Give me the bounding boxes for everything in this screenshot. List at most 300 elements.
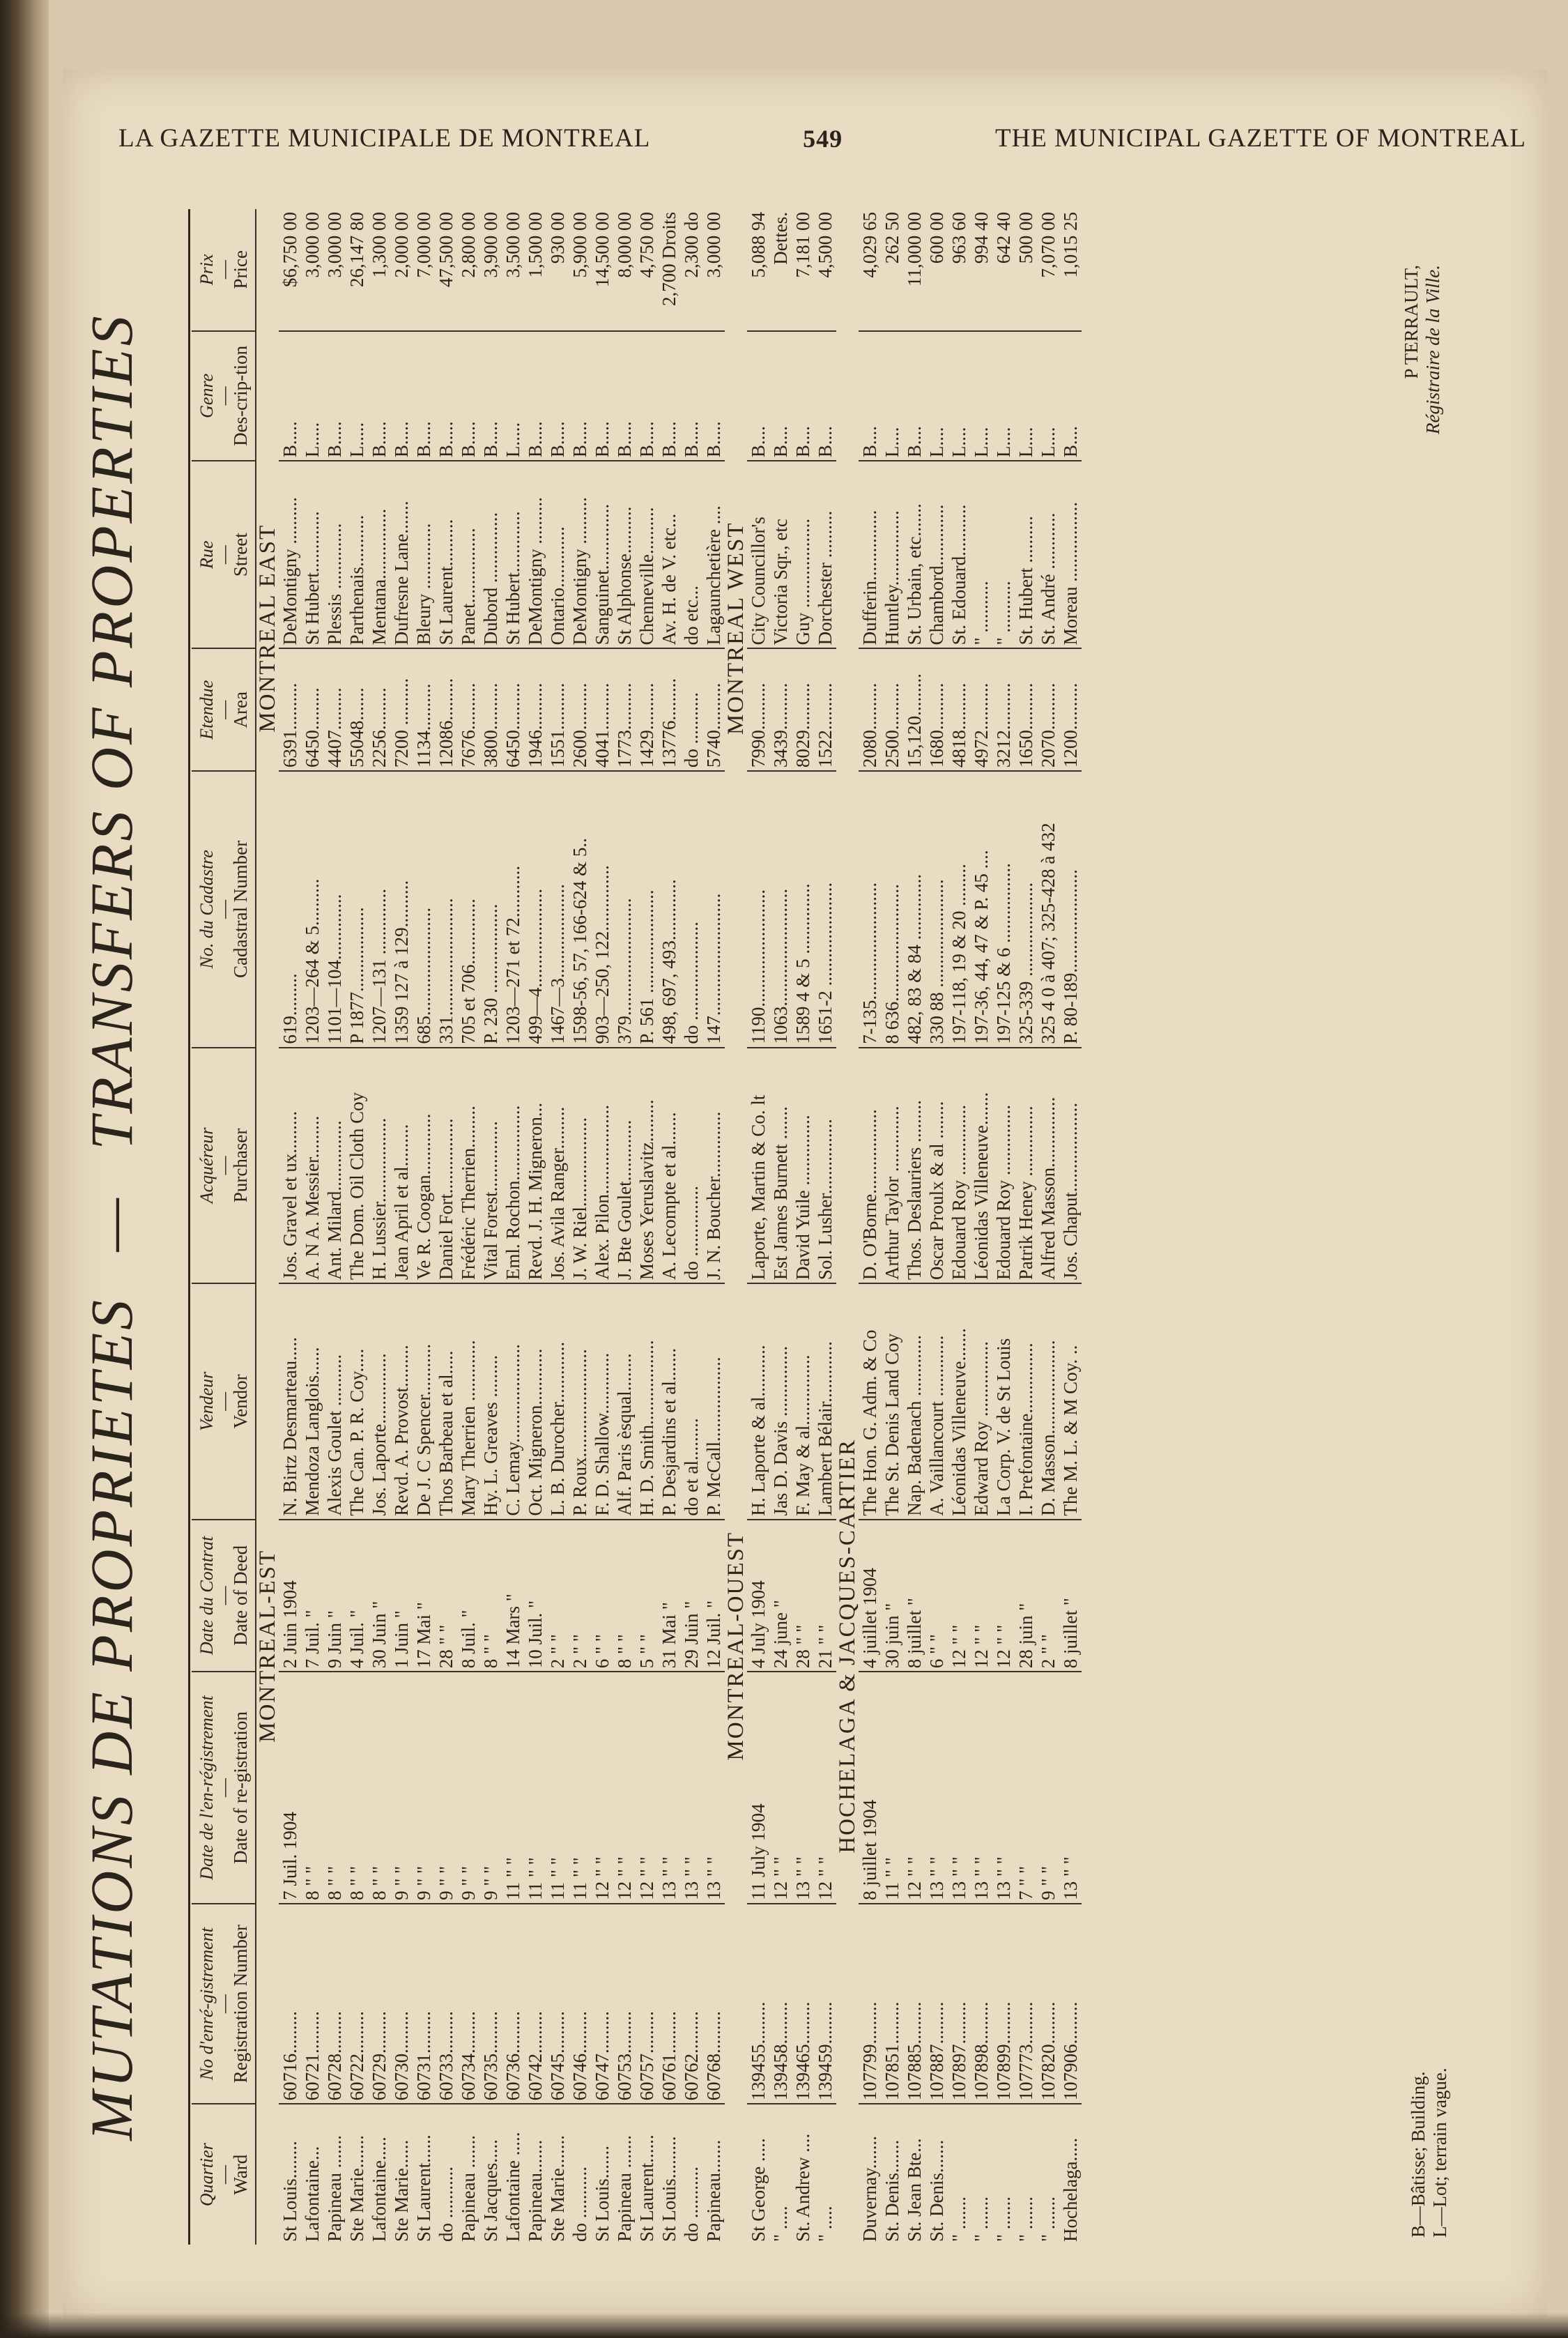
- table-cell: " .......: [970, 2104, 992, 2245]
- table-cell: 2 Juin 1904: [279, 1520, 301, 1672]
- column-header-english: Vendor: [230, 1374, 251, 1429]
- table-cell: 1203—271 et 72...........: [502, 771, 524, 1048]
- table-cell: 12 " ": [613, 1672, 636, 1904]
- table-cell: 4,500 00: [815, 212, 836, 278]
- table-cell: Papineau .......: [613, 2104, 636, 2245]
- table-cell: 7200 ..........: [390, 648, 413, 771]
- legend: [1408, 2068, 1451, 2238]
- column-header-english: Cadastral Number: [230, 840, 251, 978]
- table-cell: 6450.........: [301, 648, 323, 771]
- section-title-english: MONTREAL EAST: [255, 524, 280, 733]
- column-header-english: Registration Number: [230, 1924, 251, 2084]
- table-cell: B.....: [636, 331, 658, 461]
- table-cell: B.....: [569, 331, 591, 461]
- table-cell: L....: [925, 331, 948, 461]
- table-cell: 994 40: [971, 212, 992, 264]
- column-header: [192, 2104, 256, 2245]
- table-cell: do .....................: [680, 771, 702, 1048]
- table-cell: 4 juillet 1904: [859, 1520, 881, 1672]
- table-row: [992, 209, 1015, 2245]
- table-cell: 107897.........: [948, 1904, 970, 2104]
- table-cell: P. Roux.......................: [569, 1283, 591, 1519]
- table-footer: [1401, 209, 1477, 2245]
- table-cell: 1207—131 ..............: [368, 771, 390, 1048]
- table-cell: 330 88 .......................: [925, 771, 948, 1048]
- table-cell: 13 " ": [702, 1672, 725, 1904]
- table-cell: 379.........................: [613, 771, 636, 1048]
- column-header-dash: —: [213, 700, 234, 719]
- table-cell: C. Lemay.....................: [502, 1283, 524, 1519]
- table-cell: " ...........: [970, 461, 992, 648]
- table-cell: 12086.........: [435, 648, 457, 771]
- table-cell: Eml. Rochon................: [502, 1048, 524, 1283]
- table-cell: 60729.........: [368, 1904, 390, 2104]
- table-cell: Duvernay.......: [859, 2104, 881, 2245]
- table-cell: " .......: [948, 2104, 970, 2245]
- table-cell: 8 " ": [323, 1672, 346, 1904]
- table-cell: 3,000 00: [324, 212, 345, 278]
- table-cell: J. N. Boucher..............: [702, 1048, 725, 1283]
- table-cell: 1680..........: [925, 648, 948, 771]
- table-cell: Lagaunchetière ....: [702, 461, 725, 648]
- table-cell: 705 et 706..............: [457, 771, 479, 1048]
- table-cell: Alf. Paris èsqual........: [613, 1283, 636, 1519]
- table-row: [479, 209, 502, 2245]
- table-cell: 197-125 & 6 .................: [992, 771, 1015, 1048]
- table-cell: 60762.........: [680, 1904, 702, 2104]
- table-cell: Ste Marie.......: [346, 2104, 368, 2245]
- table-cell: St. Denis.......: [881, 2104, 903, 2245]
- table-row: [814, 209, 836, 2245]
- table-cell: 8 " ": [301, 1672, 323, 1904]
- table-cell: City Councillor's: [747, 461, 769, 648]
- table-cell: 6391..........: [279, 648, 301, 771]
- table-cell: B.....: [390, 331, 413, 461]
- table-cell: 12 " ": [769, 1672, 792, 1904]
- table-cell: Ve R. Coogan.............: [413, 1048, 435, 1283]
- column-header-english: Purchaser: [230, 1128, 251, 1203]
- table-cell: 9 " ": [479, 1672, 502, 1904]
- table-cell: 12 " ": [992, 1520, 1015, 1672]
- table-cell: Est James Burnett .......: [769, 1048, 792, 1283]
- table-cell: 7-135.........................: [859, 771, 881, 1048]
- table-cell: 642 40: [993, 212, 1014, 264]
- table-cell: 4041..........: [591, 648, 613, 771]
- table-cell: Lafontaine .....: [502, 2104, 524, 2245]
- title-english: TRANSFERS OF PROPERTIES: [78, 313, 145, 1150]
- table-row: [368, 209, 390, 2245]
- table-cell: B.....: [591, 331, 613, 461]
- table-cell: Edouard Roy ...............: [992, 1048, 1015, 1283]
- table-cell: F. D. Shallow.............: [591, 1283, 613, 1519]
- table-cell: 1773..........: [613, 648, 636, 771]
- table-cell: Dufresne Lane.......: [390, 461, 413, 648]
- table-cell: 24 june ": [769, 1520, 792, 1672]
- table-cell: 12 " ": [903, 1672, 925, 1904]
- header-french-title: LA GAZETTE MUNICIPALE DE MONTREAL: [118, 124, 651, 153]
- table-row: [613, 209, 636, 2245]
- table-row: [881, 209, 903, 2245]
- table-cell: " ...........: [992, 461, 1015, 648]
- column-header-french: Acquéreur: [197, 1127, 217, 1204]
- table-row: [435, 209, 457, 2245]
- table-cell: Mentana...............: [368, 461, 390, 648]
- table-cell: B....: [792, 331, 814, 461]
- table-cell: B.....: [680, 331, 702, 461]
- table-cell: P. McCall..................: [702, 1283, 725, 1519]
- table-cell: Papineau.......: [524, 2104, 546, 2245]
- table-cell: 30 juin ": [881, 1520, 903, 1672]
- table-cell: 2,700 Droits: [659, 212, 679, 306]
- column-header: [192, 209, 256, 331]
- table-cell: L....: [881, 331, 903, 461]
- table-cell: St Louis.........: [658, 2104, 680, 2245]
- table-cell: 7 " ": [1015, 1672, 1037, 1904]
- table-cell: 13 " ": [658, 1672, 680, 1904]
- table-cell: 7,181 00: [792, 212, 813, 278]
- table-cell: St Louis.......: [591, 2104, 613, 2245]
- table-cell: 60768.........: [702, 1904, 725, 2104]
- table-cell: do ...........: [569, 2104, 591, 2245]
- table-cell: A. Lecompte et al.......: [658, 1048, 680, 1283]
- table-cell: do ...........: [435, 2104, 457, 2245]
- table-cell: 107773.........: [1015, 1904, 1037, 2104]
- table-cell: J. Bte Goulet.............: [613, 1048, 636, 1283]
- table-cell: 26,147 80: [346, 212, 367, 287]
- table-cell: 29 Juin ": [680, 1520, 702, 1672]
- table-cell: B.....: [524, 331, 546, 461]
- table-cell: I. Prefontaine...............: [1015, 1283, 1037, 1519]
- table-row: [457, 209, 479, 2245]
- table-cell: 4407.........: [323, 648, 346, 771]
- column-header-french: Date du Contrat: [197, 1536, 217, 1656]
- table-row: [970, 209, 992, 2245]
- table-cell: 600 00: [926, 212, 947, 264]
- table-cell: 13 " ": [680, 1672, 702, 1904]
- table-cell: 107820.........: [1037, 1904, 1059, 2104]
- table-cell: L.....: [346, 331, 368, 461]
- table-cell: 1063.........................: [769, 771, 792, 1048]
- table-cell: 60746.........: [569, 1904, 591, 2104]
- table-cell: B.....: [279, 331, 301, 461]
- table-row: [636, 209, 658, 2245]
- table-cell: Dettes.: [770, 212, 791, 265]
- table-cell: St Laurent..........: [435, 461, 457, 648]
- table-cell: Léonidas Villeneuve.......: [970, 1048, 992, 1283]
- table-cell: 60731.........: [413, 1904, 435, 2104]
- table-cell: 7,000 00: [413, 212, 434, 278]
- table-cell: 2500..........: [881, 648, 903, 771]
- table-cell: 8 " ": [368, 1672, 390, 1904]
- table-cell: 60757.........: [636, 1904, 658, 2104]
- section-title-english: MONTREAL WEST: [723, 521, 748, 735]
- table-cell: Thos Barbeau et al.....: [435, 1283, 457, 1519]
- table-cell: B....: [747, 331, 769, 461]
- table-cell: 500 00: [1015, 212, 1036, 264]
- table-cell: 60747.........: [591, 1904, 613, 2104]
- table-cell: L.....: [502, 331, 524, 461]
- section-title-french: MONTREAL-OUEST: [723, 1531, 748, 1761]
- table-cell: B.....: [368, 331, 390, 461]
- table-cell: 12 " ": [948, 1520, 970, 1672]
- table-cell: 3,900 00: [480, 212, 501, 278]
- table-cell: 15,120.........: [903, 648, 925, 771]
- table-cell: H. Laporte & al...........: [747, 1283, 769, 1519]
- table-cell: DeMontigny ..........: [279, 461, 301, 648]
- running-header: [118, 98, 1526, 153]
- table-row: [524, 209, 546, 2245]
- table-cell: 107906.........: [1059, 1904, 1082, 2104]
- table-cell: 107898.........: [970, 1904, 992, 2104]
- table-row: [390, 209, 413, 2245]
- table-cell: 11 " ": [569, 1672, 591, 1904]
- table-cell: Chambord.............: [925, 461, 948, 648]
- table-cell: do et al.........: [680, 1283, 702, 1519]
- table-cell: 1200..........: [1059, 648, 1082, 771]
- table-cell: 10 Juil. ": [524, 1520, 546, 1672]
- table-cell: 5,088 94: [748, 212, 769, 278]
- table-cell: 11 " ": [502, 1672, 524, 1904]
- table-cell: 60721.........: [301, 1904, 323, 2104]
- table-cell: 262 50: [882, 212, 902, 264]
- document-title: [77, 209, 181, 2245]
- table-cell: 13 " ": [948, 1672, 970, 1904]
- table-cell: " .......: [1015, 2104, 1037, 2245]
- table-cell: St Hubert.............: [502, 461, 524, 648]
- column-header-french: Rue: [197, 540, 217, 569]
- table-cell: 107887.........: [925, 1904, 948, 2104]
- table-cell: 1598-56, 57, 166-624 & 5..: [569, 771, 591, 1048]
- table-cell: 499—4.....................: [524, 771, 546, 1048]
- column-header-french: Quartier: [197, 2143, 217, 2207]
- title-french: MUTATIONS DE PROPRIETES: [78, 1297, 145, 2141]
- table-cell: B....: [814, 331, 836, 461]
- table-cell: 325-339 ....................: [1015, 771, 1037, 1048]
- table-cell: 2256.........: [368, 648, 390, 771]
- table-cell: 28 juin ": [1015, 1520, 1037, 1672]
- signature-role: Régistraire de la Ville.: [1422, 265, 1443, 434]
- table-cell: P. 230 ...................: [479, 771, 502, 1048]
- column-header-french: No d'enré-gistrement: [197, 1927, 217, 2081]
- table-cell: 8 juillet 1904: [859, 1672, 881, 1904]
- table-cell: 331.........................: [435, 771, 457, 1048]
- table-cell: 963 60: [948, 212, 969, 264]
- table-cell: 2 " ": [569, 1520, 591, 1672]
- table-cell: N. Birtz Desmarteau.....: [279, 1283, 301, 1519]
- table-cell: 139458.........: [769, 1904, 792, 2104]
- table-cell: 60716.........: [279, 1904, 301, 2104]
- table-cell: 3,000 00: [302, 212, 323, 278]
- column-header-dash: —: [213, 1586, 234, 1605]
- table-cell: 903—250, 122..............: [591, 771, 613, 1048]
- table-cell: Dubord ...............: [479, 461, 502, 648]
- table-cell: Panet................: [457, 461, 479, 648]
- table-cell: 139459.........: [814, 1904, 836, 2104]
- column-header-dash: —: [213, 1391, 234, 1411]
- table-cell: 1551..........: [546, 648, 569, 771]
- column-header-english: Date of re-gistration: [230, 1711, 251, 1865]
- table-cell: 11 July 1904: [747, 1672, 769, 1904]
- table-cell: Mendoza Langlois......: [301, 1283, 323, 1519]
- section-heading-row: [725, 209, 747, 2245]
- table-cell: 1359 127 à 129..........: [390, 771, 413, 1048]
- table-cell: 60761.........: [658, 1904, 680, 2104]
- table-cell: 60753.........: [613, 1904, 636, 2104]
- table-cell: 107851.........: [881, 1904, 903, 2104]
- table-cell: 1,015 25: [1060, 212, 1081, 278]
- table-cell: 21 " ": [814, 1520, 836, 1672]
- table-cell: 498, 697, 493.............: [658, 771, 680, 1048]
- column-header: [192, 1904, 256, 2104]
- table-cell: B.....: [323, 331, 346, 461]
- page-gutter-shadow: [0, 0, 49, 2338]
- rotated-table-block: [77, 209, 1484, 2245]
- table-cell: 8 juillet ": [903, 1520, 925, 1672]
- table-row: [279, 209, 301, 2245]
- table-cell: 8 " ": [613, 1520, 636, 1672]
- table-cell: 17 Mai ": [413, 1520, 435, 1672]
- table-cell: 12 " ": [636, 1672, 658, 1904]
- table-row: [702, 209, 725, 2245]
- table-cell: 1946..........: [524, 648, 546, 771]
- table-cell: Papineau.......: [702, 2104, 725, 2245]
- table-cell: 619.........: [279, 771, 301, 1048]
- table-cell: Jas D. Davis ...............: [769, 1283, 792, 1519]
- table-cell: B....: [1059, 331, 1082, 461]
- table-cell: Bleury ..............: [413, 461, 435, 648]
- table-cell: 1589 4 & 5 ...............: [792, 771, 814, 1048]
- table-cell: 2,000 00: [391, 212, 412, 278]
- legend-lot: L—Lot; terrain vague.: [1429, 2068, 1450, 2238]
- table-cell: St Hubert.............: [301, 461, 323, 648]
- gazette-page: [63, 70, 1547, 2318]
- table-cell: Lambert Bélair.............: [814, 1283, 836, 1519]
- table-cell: St Laurent......: [413, 2104, 435, 2245]
- table-cell: 1650..........: [1015, 648, 1037, 771]
- table-cell: 482, 83 & 84 ..............: [903, 771, 925, 1048]
- table-cell: Jos. Avila Ranger.........: [546, 1048, 569, 1283]
- table-body: [256, 209, 1082, 2245]
- column-header-english: Date of Deed: [230, 1545, 251, 1646]
- table-cell: De J. C Spencer...........: [413, 1283, 435, 1519]
- column-header-french: No. du Cadastre: [197, 850, 217, 969]
- table-cell: 12 Juil. ": [702, 1520, 725, 1672]
- table-cell: 12 " ": [814, 1672, 836, 1904]
- table-cell: B.....: [413, 331, 435, 461]
- table-cell: Oct. Migneron............: [524, 1283, 546, 1519]
- table-cell: 8029..........: [792, 648, 814, 771]
- table-cell: L. B. Durocher.............: [546, 1283, 569, 1519]
- table-cell: Chenneville..........: [636, 461, 658, 648]
- table-cell: P 1877..................: [346, 771, 368, 1048]
- table-cell: F. May & al...............: [792, 1283, 814, 1519]
- table-cell: 325 4 0 à 407; 325-428 à 432: [1037, 771, 1059, 1048]
- table-cell: 12 " ": [591, 1672, 613, 1904]
- table-cell: 60745.........: [546, 1904, 569, 2104]
- table-cell: St George .....: [747, 2104, 769, 2245]
- table-cell: " .....: [814, 2104, 836, 2245]
- table-cell: Jos. Gravel et ux.........: [279, 1048, 301, 1283]
- column-header-english: Street: [230, 533, 251, 577]
- table-cell: 11 " ": [546, 1672, 569, 1904]
- table-cell: 3439..........: [769, 648, 792, 771]
- table-cell: D. O'Borne..................: [859, 1048, 881, 1283]
- table-row: [792, 209, 814, 2245]
- table-cell: 9 Juin ": [323, 1520, 346, 1672]
- column-header-french: Etendue: [197, 680, 217, 740]
- table-cell: 197-118, 19 & 20 .........: [948, 771, 970, 1048]
- table-row: [948, 209, 970, 2245]
- table-cell: Victoria Sqr., etc: [769, 461, 792, 648]
- table-cell: 7676..........: [457, 648, 479, 771]
- table-cell: 9 " ": [390, 1672, 413, 1904]
- section-heading-row: [256, 209, 279, 2245]
- table-cell: 60736.........: [502, 1904, 524, 2104]
- table-cell: 28 " ": [435, 1520, 457, 1672]
- table-cell: 3800..........: [479, 648, 502, 771]
- table-cell: 31 Mai ": [658, 1520, 680, 1672]
- table-row: [925, 209, 948, 2245]
- table-row: [546, 209, 569, 2245]
- table-cell: Lafontaine.....: [368, 2104, 390, 2245]
- table-cell: 6 " ": [925, 1520, 948, 1672]
- table-cell: Ant. Milard...............: [323, 1048, 346, 1283]
- column-header: [192, 1520, 256, 1672]
- table-cell: 3,500 00: [502, 212, 523, 278]
- table-cell: Laporte, Martin & Co. lt: [747, 1048, 769, 1283]
- section-title-french: HOCHELAGA & JACQUES-CARTIER: [835, 1438, 860, 1854]
- table-cell: 1,500 00: [525, 212, 546, 278]
- table-row: [569, 209, 591, 2245]
- table-cell: St. Denis.......: [925, 2104, 948, 2245]
- table-cell: 147..........................: [702, 771, 725, 1048]
- table-cell: St. André ............: [1037, 461, 1059, 648]
- table-row: [747, 209, 769, 2245]
- table-cell: B.....: [435, 331, 457, 461]
- column-header-dash: —: [213, 1156, 234, 1175]
- table-cell: 139465.........: [792, 1904, 814, 2104]
- table-cell: 30 Juin ": [368, 1520, 390, 1672]
- table-cell: B.....: [613, 331, 636, 461]
- table-cell: 8 636.........................: [881, 771, 903, 1048]
- table-cell: 60722.........: [346, 1904, 368, 2104]
- table-cell: Jos. Laporte...............: [368, 1283, 390, 1519]
- table-row: [680, 209, 702, 2245]
- table-cell: D. Masson....................: [1037, 1283, 1059, 1519]
- table-cell: 47,500 00: [436, 212, 456, 287]
- table-cell: 197-36, 44, 47 & P. 45 ....: [970, 771, 992, 1048]
- table-cell: Vital Forest...............: [479, 1048, 502, 1283]
- table-cell: 2 " ": [546, 1520, 569, 1672]
- table-cell: " .......: [1037, 2104, 1059, 2245]
- table-cell: 13 " ": [792, 1672, 814, 1904]
- table-cell: 5740..........: [702, 648, 725, 771]
- table-cell: Huntley................: [881, 461, 903, 648]
- column-header: [192, 771, 256, 1048]
- table-cell: 2080..........: [859, 648, 881, 771]
- table-cell: The St. Denis Land Coy: [881, 1283, 903, 1519]
- table-cell: 8 " ": [346, 1672, 368, 1904]
- table-cell: 107799.........: [859, 1904, 881, 2104]
- table-cell: The Can. P. R. Coy.....: [346, 1283, 368, 1519]
- table-cell: St. Jean Bte...: [903, 2104, 925, 2245]
- table-cell: Thos. Deslauriers .........: [903, 1048, 925, 1283]
- header-row: [192, 209, 256, 2245]
- page-number: 549: [803, 125, 843, 153]
- table-cell: Léonidas Villeneuve.......: [948, 1283, 970, 1519]
- table-cell: L.....: [301, 331, 323, 461]
- table-cell: 2600..........: [569, 648, 591, 771]
